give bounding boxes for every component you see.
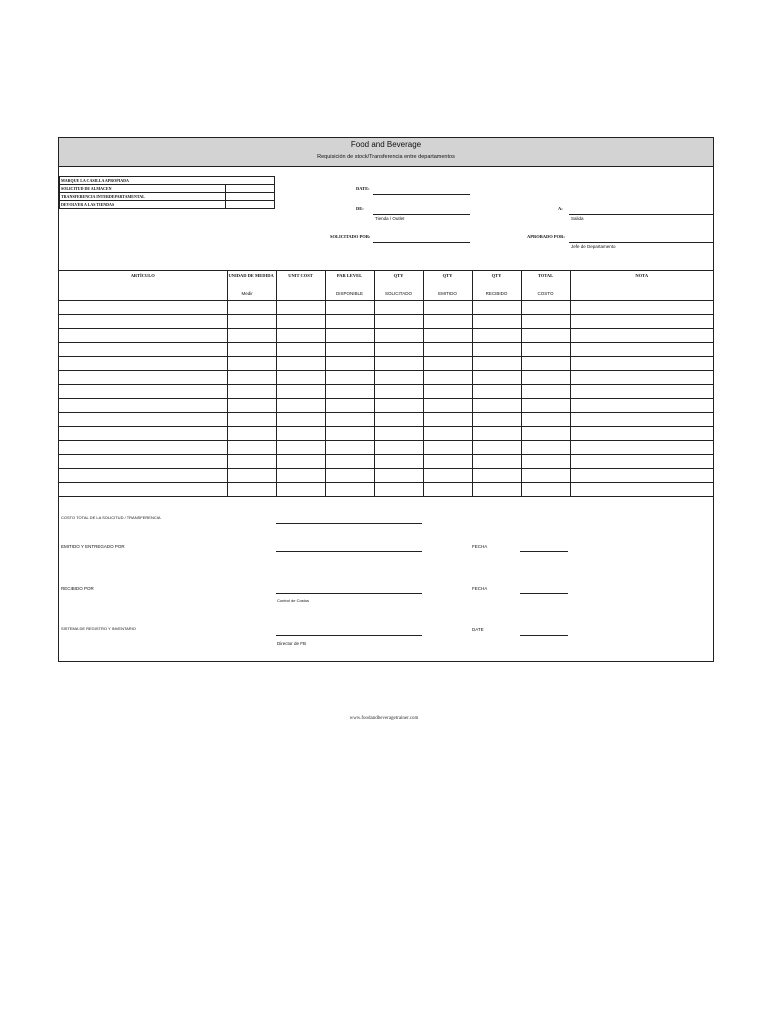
- option-devolver: DEVOLVER A LAS TIENDAS: [60, 201, 226, 209]
- table-cell[interactable]: [374, 343, 423, 357]
- table-cell[interactable]: [472, 301, 521, 315]
- table-cell[interactable]: [59, 469, 227, 483]
- table-cell[interactable]: [472, 469, 521, 483]
- checklist-heading: MARQUE LA CASILLA APROPIADA: [60, 177, 275, 185]
- table-cell[interactable]: [227, 469, 276, 483]
- table-cell[interactable]: [325, 371, 374, 385]
- table-cell[interactable]: [570, 441, 713, 455]
- control-caption: Control de Costos: [277, 598, 310, 603]
- table-cell[interactable]: [521, 371, 570, 385]
- table-cell[interactable]: [521, 455, 570, 469]
- form-subtitle: Requisición de stock/Transferencia entre departamentos: [317, 154, 455, 160]
- table-cell[interactable]: [423, 427, 472, 441]
- table-cell[interactable]: [374, 469, 423, 483]
- request-type-checklist: [59, 176, 275, 209]
- table-cell[interactable]: [325, 315, 374, 329]
- date-label-footer: DATE: [472, 627, 484, 632]
- table-cell[interactable]: [423, 301, 472, 315]
- table-cell[interactable]: [423, 329, 472, 343]
- table-cell[interactable]: [276, 469, 325, 483]
- table-cell[interactable]: [276, 427, 325, 441]
- a-label: A:: [558, 206, 563, 211]
- table-cell[interactable]: [374, 455, 423, 469]
- fecha-label-1: FECHA: [472, 544, 488, 549]
- table-cell[interactable]: [472, 343, 521, 357]
- table-cell[interactable]: [374, 483, 423, 497]
- table-cell[interactable]: [276, 329, 325, 343]
- table-cell[interactable]: [570, 371, 713, 385]
- subheader-solicitado: SOLICITADO: [374, 291, 423, 301]
- fecha-field-1[interactable]: [520, 551, 568, 552]
- table-cell[interactable]: [374, 441, 423, 455]
- table-cell[interactable]: [325, 385, 374, 399]
- table-cell[interactable]: [521, 399, 570, 413]
- table-cell[interactable]: [374, 357, 423, 371]
- de-caption: Tienda / Outlet: [375, 216, 405, 221]
- table-cell[interactable]: [325, 413, 374, 427]
- table-cell[interactable]: [227, 399, 276, 413]
- table-cell[interactable]: [276, 483, 325, 497]
- table-cell[interactable]: [227, 301, 276, 315]
- table-cell[interactable]: [227, 371, 276, 385]
- table-cell[interactable]: [59, 483, 227, 497]
- subheader-medir: Medir: [227, 291, 276, 301]
- table-cell[interactable]: [472, 385, 521, 399]
- table-row: [59, 329, 713, 343]
- table-cell[interactable]: [570, 427, 713, 441]
- table-cell[interactable]: [227, 455, 276, 469]
- table-cell[interactable]: [59, 371, 227, 385]
- table-cell[interactable]: [521, 413, 570, 427]
- table-cell[interactable]: [325, 455, 374, 469]
- table-cell[interactable]: [59, 399, 227, 413]
- table-cell[interactable]: [227, 329, 276, 343]
- col-header-qty-recibido: QTY: [472, 271, 521, 291]
- table-cell[interactable]: [521, 483, 570, 497]
- table-cell[interactable]: [570, 329, 713, 343]
- col-header-total: TOTAL: [521, 271, 570, 291]
- table-cell[interactable]: [374, 427, 423, 441]
- table-cell[interactable]: [570, 301, 713, 315]
- table-cell[interactable]: [59, 455, 227, 469]
- table-cell[interactable]: [59, 343, 227, 357]
- table-cell[interactable]: [521, 385, 570, 399]
- table-row: [59, 413, 713, 427]
- table-cell[interactable]: [276, 413, 325, 427]
- form-title: Food and Beverage: [350, 140, 422, 149]
- table-cell[interactable]: [325, 469, 374, 483]
- table-cell[interactable]: [325, 483, 374, 497]
- subheader-cell: [570, 291, 713, 301]
- recibido-label: RECIBIDO POR: [61, 586, 94, 591]
- table-row: [59, 301, 713, 315]
- table-cell[interactable]: [276, 301, 325, 315]
- date-field-footer[interactable]: [520, 635, 568, 636]
- title-band: [59, 138, 713, 167]
- table-cell[interactable]: [472, 329, 521, 343]
- table-cell[interactable]: [374, 413, 423, 427]
- table-cell[interactable]: [423, 343, 472, 357]
- subheader-disponible: DISPONIBLE: [325, 291, 374, 301]
- director-caption: Director de FB: [277, 641, 307, 646]
- table-cell[interactable]: [472, 427, 521, 441]
- a-caption: Salida: [571, 216, 584, 221]
- table-cell[interactable]: [59, 413, 227, 427]
- table-cell[interactable]: [325, 427, 374, 441]
- de-label: DE:: [356, 206, 364, 211]
- table-cell[interactable]: [521, 315, 570, 329]
- table-row: [59, 427, 713, 441]
- table-cell[interactable]: [227, 427, 276, 441]
- table-cell[interactable]: [276, 441, 325, 455]
- table-cell[interactable]: [227, 483, 276, 497]
- table-cell[interactable]: [423, 413, 472, 427]
- table-cell[interactable]: [227, 441, 276, 455]
- emitido-label: EMITIDO Y ENTREGADO POR: [61, 544, 125, 549]
- table-cell[interactable]: [521, 469, 570, 483]
- table-row: [59, 469, 713, 483]
- table-cell[interactable]: [570, 385, 713, 399]
- table-cell[interactable]: [570, 315, 713, 329]
- a-field[interactable]: [569, 214, 713, 215]
- subheader-cell: [59, 291, 227, 301]
- table-cell[interactable]: [227, 357, 276, 371]
- subheader-recibido: RECIBIDO: [472, 291, 521, 301]
- table-cell[interactable]: [521, 343, 570, 357]
- table-cell[interactable]: [570, 357, 713, 371]
- fecha-label-2: FECHA: [472, 586, 488, 591]
- subheader-costo: COSTO: [521, 291, 570, 301]
- table-cell[interactable]: [423, 357, 472, 371]
- table-cell[interactable]: [374, 315, 423, 329]
- table-body: [59, 301, 713, 497]
- aprobado-label: APROBADO POR:: [527, 234, 565, 239]
- table-cell[interactable]: [521, 427, 570, 441]
- col-header-nota: NOTA: [635, 273, 649, 278]
- sistema-field[interactable]: [276, 635, 422, 636]
- table-cell[interactable]: [59, 301, 227, 315]
- emitido-field[interactable]: [276, 551, 422, 552]
- col-header-unidad: UNIDAD DE MEDIDA: [227, 271, 276, 291]
- table-cell[interactable]: [325, 399, 374, 413]
- aprobado-field[interactable]: [569, 242, 713, 243]
- requisition-form: [58, 137, 714, 662]
- col-header-par-level: PAR LEVEL: [325, 271, 374, 291]
- fecha-field-2[interactable]: [520, 593, 568, 594]
- table-cell[interactable]: [59, 315, 227, 329]
- table-cell[interactable]: [570, 469, 713, 483]
- table-cell[interactable]: [276, 455, 325, 469]
- table-cell[interactable]: [227, 343, 276, 357]
- date-field[interactable]: [373, 194, 470, 195]
- table-cell[interactable]: [570, 413, 713, 427]
- table-cell[interactable]: [59, 329, 227, 343]
- table-row: [59, 371, 713, 385]
- table-cell[interactable]: [521, 357, 570, 371]
- costo-total-field[interactable]: [276, 523, 422, 524]
- table-cell[interactable]: [276, 343, 325, 357]
- table-row: [59, 441, 713, 455]
- checkbox-transferencia[interactable]: [226, 193, 275, 201]
- table-cell[interactable]: [325, 441, 374, 455]
- table-cell[interactable]: [521, 329, 570, 343]
- table-cell[interactable]: [570, 455, 713, 469]
- table-cell[interactable]: [59, 385, 227, 399]
- option-transferencia: TRANSFERENCIA INTERDEPARTAMENTAL: [60, 193, 226, 201]
- table-cell[interactable]: [423, 469, 472, 483]
- table-row: [59, 315, 713, 329]
- table-cell[interactable]: [423, 441, 472, 455]
- solicitado-field[interactable]: [373, 242, 470, 243]
- table-cell[interactable]: [325, 343, 374, 357]
- website-footer: www.foodandbeveragetrainer.com: [349, 716, 419, 721]
- table-cell[interactable]: [521, 441, 570, 455]
- date-label: DATE:: [356, 186, 370, 191]
- table-cell[interactable]: [59, 427, 227, 441]
- table-cell[interactable]: [276, 385, 325, 399]
- table-cell[interactable]: [59, 357, 227, 371]
- table-row: [59, 343, 713, 357]
- table-cell[interactable]: [423, 399, 472, 413]
- table-row: [59, 483, 713, 497]
- table-cell[interactable]: [472, 399, 521, 413]
- table-cell[interactable]: [374, 371, 423, 385]
- table-cell[interactable]: [423, 385, 472, 399]
- table-cell[interactable]: [276, 357, 325, 371]
- col-header-qty-solicitado: QTY: [374, 271, 423, 291]
- table-cell[interactable]: [325, 329, 374, 343]
- table-cell[interactable]: [570, 343, 713, 357]
- table-cell[interactable]: [276, 371, 325, 385]
- table-row: [59, 399, 713, 413]
- table-row: [59, 385, 713, 399]
- aprobado-caption: Jefe de Departamento: [571, 244, 616, 249]
- table-cell[interactable]: [472, 483, 521, 497]
- table-cell[interactable]: [472, 413, 521, 427]
- col-header-articulo: ARTÍCULO: [59, 271, 227, 291]
- table-cell[interactable]: [521, 301, 570, 315]
- recibido-field[interactable]: [276, 593, 422, 594]
- table-cell[interactable]: [374, 329, 423, 343]
- table-cell[interactable]: [570, 399, 713, 413]
- de-field[interactable]: [373, 214, 470, 215]
- table-cell[interactable]: [227, 315, 276, 329]
- table-header-row: [59, 271, 713, 291]
- option-solicitud-almacen: SOLICITUD DE ALMACEN: [60, 185, 226, 193]
- table-cell[interactable]: [276, 399, 325, 413]
- table-cell[interactable]: [374, 385, 423, 399]
- table-cell[interactable]: [325, 301, 374, 315]
- table-cell[interactable]: [423, 315, 472, 329]
- table-cell[interactable]: [423, 483, 472, 497]
- table-cell[interactable]: [276, 315, 325, 329]
- table-cell[interactable]: [472, 315, 521, 329]
- table-cell[interactable]: [227, 413, 276, 427]
- subheader-cell: [276, 291, 325, 301]
- col-header-qty-emitido: QTY: [423, 271, 472, 291]
- table-cell[interactable]: [472, 441, 521, 455]
- table-cell[interactable]: [325, 357, 374, 371]
- table-cell[interactable]: [472, 371, 521, 385]
- sistema-label: SISTEMA DE REGISTRO Y INVENTARIO: [61, 626, 136, 631]
- table-cell[interactable]: [472, 357, 521, 371]
- table-cell[interactable]: [423, 455, 472, 469]
- subheader-emitido: EMITIDO: [423, 291, 472, 301]
- table-cell[interactable]: [59, 441, 227, 455]
- table-cell[interactable]: [472, 455, 521, 469]
- col-header-unit-cost: UNIT COST: [276, 271, 325, 291]
- items-table: [59, 270, 713, 497]
- checkbox-solicitud-almacen[interactable]: [226, 185, 275, 193]
- table-row: [59, 455, 713, 469]
- checkbox-devolver[interactable]: [226, 201, 275, 209]
- table-cell[interactable]: [374, 399, 423, 413]
- costo-total-label: COSTO TOTAL DE LA SOLICITUD / TRANSFERENCIA: [61, 515, 161, 520]
- table-subheader-row: [59, 291, 713, 301]
- table-row: [59, 357, 713, 371]
- table-cell[interactable]: [423, 371, 472, 385]
- solicitado-label: SOLICITADO POR:: [330, 234, 371, 239]
- table-cell[interactable]: [227, 385, 276, 399]
- table-cell[interactable]: [570, 483, 713, 497]
- table-cell[interactable]: [374, 301, 423, 315]
